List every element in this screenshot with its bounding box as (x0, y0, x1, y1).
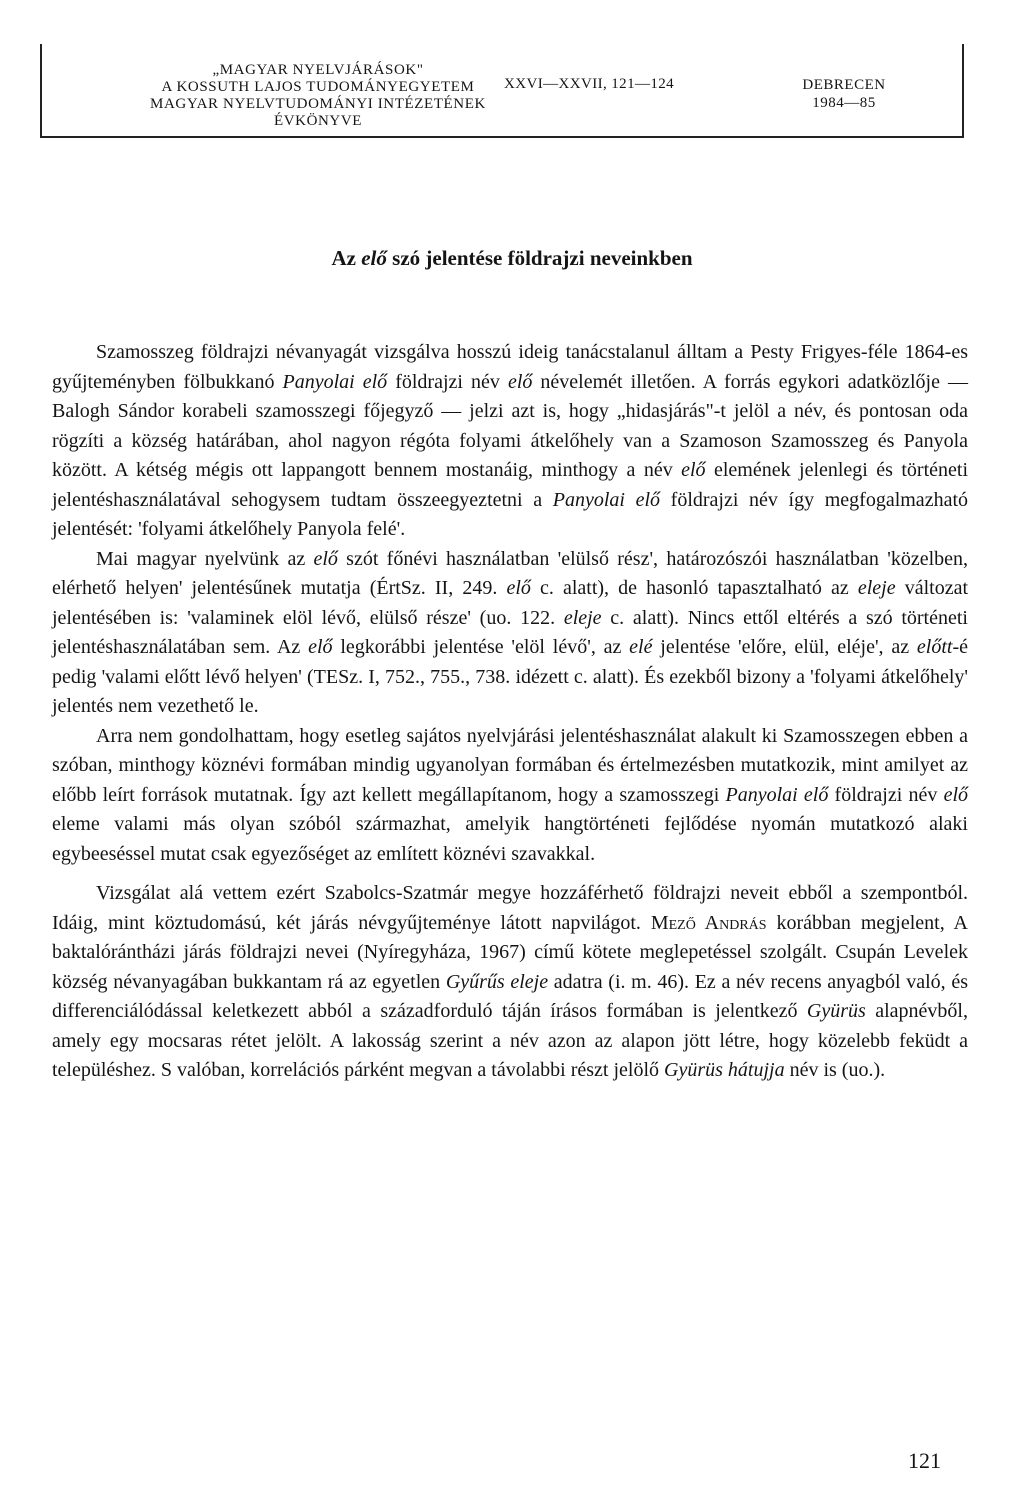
journal-header (40, 44, 964, 138)
paragraph-1 (52, 338, 968, 545)
text-run: földrajzi név (828, 783, 944, 806)
italic-term: elő (943, 783, 969, 806)
paragraph-3 (52, 722, 968, 870)
paragraph-4 (52, 879, 968, 1086)
italic-term: elő (507, 370, 533, 393)
text-run: Vizsgálat alá vettem ezért Szabolcs-Szatmár megye hozzáférhető földrajzi neveit ebből a szempontból. Idáig, mint köztudomású, két járás névgyűjteménye látott napvilágot. (52, 882, 968, 934)
journal-title-block (78, 62, 558, 130)
title-part: szó jelentése földrajzi neveinkben (386, 246, 693, 270)
italic-term: Panyolai elő (282, 370, 388, 393)
italic-term: elő (313, 547, 338, 570)
page-number: 121 (908, 1448, 941, 1473)
text-run: szót főnévi használatban 'elülső rész', határozószói használatban 'közelben, elérhető helyen' jelentésűnek mutatja (ÉrtSz. II, 249. (52, 547, 968, 599)
text-run: legkorábbi jelentése 'elöl lévő', az (332, 636, 630, 658)
italic-term: eleje (857, 577, 896, 599)
italic-term: előtt (916, 636, 953, 658)
title-italic-word: elő (361, 246, 387, 270)
text-run: Arra nem gondolhattam, hogy esetleg sajátos nyelvjárási jelentéshasználat alakult ki Szamosszegen ebben a szóban, minthogy köznévi formában mindig ugyanolyan formában és értelmezésben mutatkozik, mint amilyet az előbb leírt források mutatnak. Így azt kellett megállapítanom, hogy a szamosszegi (52, 724, 968, 806)
text-run: elemének jelenlegi és történeti jelentéshasználatával sehogysem tudtam összeegyeztetni a (52, 459, 968, 511)
italic-term: elé (629, 636, 653, 658)
volume-pages: XXVI—XXVII, 121—124 (504, 76, 675, 92)
journal-yearbook: ÉVKÖNYVE (273, 113, 363, 129)
italic-term: Gyűrűs eleje (445, 970, 549, 993)
place-year (764, 76, 924, 112)
city: DEBRECEN (802, 77, 886, 93)
years: 1984—85 (812, 95, 876, 111)
text-run: névelemét illetően. A forrás egykori adatközlője — Balogh Sándor korabeli szamosszegi főjegyző — jelzi azt is, hogy „hidasjárás"-t jelöl a név, és pontosan oda rögzíti a község határában, ahol nagyon régóta folyami átkelőhely van a Szamoson Szamosszeg és Panyola között. A kétség mégis ott lappangott bennem mostanáig, minthogy a név (52, 370, 968, 481)
journal-institute: MAGYAR NYELVTUDOMÁNYI INTÉZETÉNEK (150, 96, 486, 112)
italic-term: Panyolai elő (552, 488, 661, 511)
text-run: jelentése 'előre, elül, eléje', az (652, 636, 917, 658)
journal-series-title: „MAGYAR NYELVJÁRÁSOK" (212, 62, 424, 78)
italic-term: elő (308, 636, 333, 658)
text-run: földrajzi név így megfogalmazható jelentését: 'folyami átkelőhely Panyola felé'. (52, 488, 968, 540)
italic-term: elő (506, 577, 531, 599)
text-run: c. alatt). Nincs ettől eltérés a szó történeti jelentéshasználatában sem. Az (52, 606, 968, 658)
author-name: Mező András (650, 911, 767, 934)
title-part: Az (331, 246, 362, 270)
text-run: földrajzi név (387, 370, 508, 393)
italic-term: eleje (563, 606, 602, 629)
italic-term: Gyürüs hátujja (664, 1059, 785, 1081)
italic-term: elő (681, 459, 706, 481)
text-run: eleme valami más olyan szóból származhat, amelyik hangtörténeti fejlődése nyomán mutatkozó alaki egybeeséssel mutat csak egyezőséget az említett köznévi szavakkal. (52, 813, 968, 865)
text-run: adatra (i. m. 46). Ez a név recens anyagból való, és differenciálódással keletkezett abból a századforduló táján írásos formában is jelentkező (52, 970, 969, 1022)
text-run: korábban megjelent, A baktalórántházi járás földrajzi nevei (Nyíregyháza, 1967) című kötete meglepetéssel szolgált. Csupán Levelek község névanyagában bukkantam rá az egyetlen (52, 911, 968, 993)
article-title (0, 246, 1024, 271)
paragraph-2 (52, 545, 968, 722)
text-run: név is (uo.). (784, 1059, 886, 1081)
journal-university: A KOSSUTH LAJOS TUDOMÁNYEGYETEM (161, 79, 475, 95)
text-run: Mai magyar nyelvünk az (96, 547, 314, 570)
italic-term: Gyürüs (806, 1000, 866, 1022)
article-body (52, 338, 968, 1086)
text-run: c. alatt), de hasonló tapasztalható az (530, 577, 858, 599)
text-run: változat jelentésében is: 'valaminek elöl lévő, elülső része' (uo. 122. (52, 577, 969, 629)
italic-term: Panyolai elő (725, 783, 829, 806)
text-run: alapnévből, amely egy mocsaras rétet jelölt. A lakosság szerint a név azon az alapon jött létre, hogy közelebb feküdt a településhez. S valóban, korrelációs párként megvan a távolabbi részt jelölő (52, 1000, 968, 1081)
text-run: Szamosszeg földrajzi névanyagát vizsgálva hosszú ideig tanácstalanul álltam a Pesty Frigyes-féle 1864-es gyűjteményben fölbukkanó (52, 341, 968, 393)
text-run: -é pedig 'valami előtt lévő helyen' (TESz. I, 752., 755., 738. idézett c. alatt). És ezekből bizony a 'folyami átkelőhely' jelentés nem vezethető le. (52, 636, 968, 717)
